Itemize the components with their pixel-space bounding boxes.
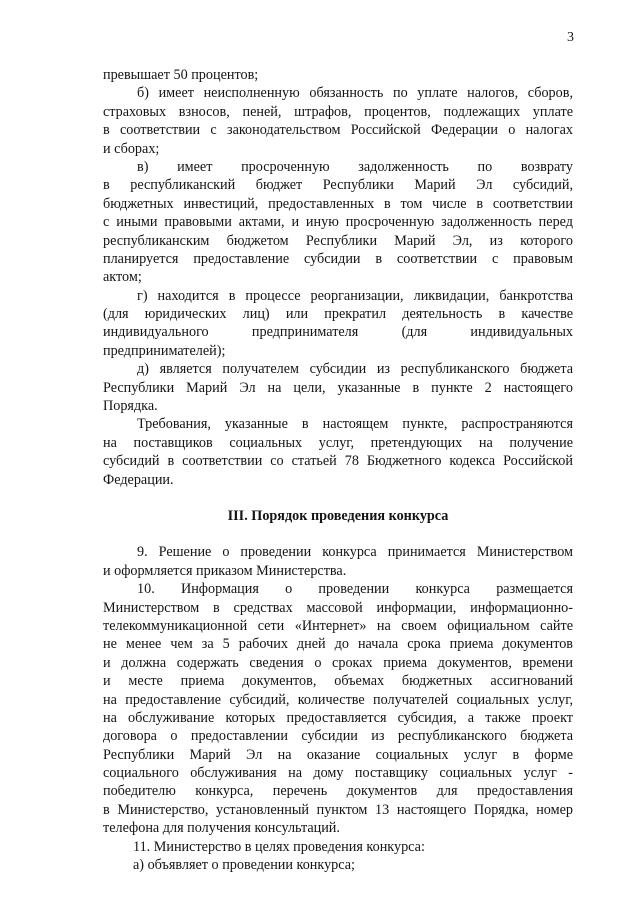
text-line: и должна содержать сведения о сроках приема документов, времени [103, 654, 573, 671]
text-line: Республики Марий Эл на оказание социальных услуг в форме [103, 746, 573, 763]
text-line: Требования, указанные в настоящем пункте, распространяются [137, 416, 573, 433]
paragraph-9 [103, 543, 573, 580]
text-line: г) находится в процессе реорганизации, ликвидации, банкротства [137, 287, 573, 304]
text-line: на поставщиков социальных услуг, претендующих на получение [103, 434, 573, 451]
paragraph-requirements [103, 415, 573, 489]
text-line: телефона для получения консультаций. [103, 820, 340, 837]
text-line: субсидий в соответствии со статьей 78 Бюджетного кодекса Российской [103, 453, 573, 470]
paragraph-item-g [103, 287, 573, 361]
paragraph-11 [103, 838, 573, 856]
text-line: и месте приема документов, объемах бюджетных ассигнований [103, 673, 573, 690]
text-line: б) имеет неисполненную обязанность по уплате налогов, сборов, [137, 85, 573, 102]
text-line: республиканским бюджетом Республики Марий Эл, из которого [103, 232, 573, 249]
text-line: в республиканский бюджет Республики Марий Эл субсидий, [103, 177, 573, 194]
paragraph-item-v [103, 158, 573, 287]
text-line: Порядка. [103, 398, 158, 415]
text-line: актом; [103, 269, 142, 286]
text-line: на обслуживание которых предоставляется субсидия, а также проект [103, 709, 573, 726]
paragraph-item-d [103, 360, 573, 415]
text-line: договора о предоставлении субсидии из республиканского бюджета [103, 728, 573, 745]
paragraph-10 [103, 580, 573, 837]
paragraph-item-b [103, 84, 573, 158]
text-line: 11. Министерство в целях проведения конкурса: [133, 838, 425, 855]
text-line: в Министерство, установленный пунктом 13 настоящего Порядка, номер [103, 801, 573, 818]
text-line: в соответствии с законодательством Российской Федерации о налогах [103, 122, 573, 139]
text-line: в) имеет просроченную задолженность по возврату [137, 158, 573, 175]
text-line: превышает 50 процентов; [103, 67, 259, 83]
text-line: телекоммуникационной сети «Интернет» на своем официальном сайте [103, 617, 573, 634]
text-line: индивидуального предпринимателя (для индивидуальных [103, 324, 573, 341]
text-line: 10. Информация о проведении конкурса размещается [137, 581, 573, 598]
text-line: на предоставление субсидий, количестве получателей социальных услуг, [103, 691, 573, 708]
text-line: Федерации. [103, 471, 174, 488]
paragraph-11-item-a [103, 856, 573, 874]
text-line: и оформляется приказом Министерства. [103, 562, 347, 579]
text-line: (для юридических лиц) или прекратил деятельность в качестве [103, 306, 573, 323]
text-line: страховых взносов, пеней, штрафов, процентов, подлежащих уплате [103, 103, 573, 120]
section-heading: III. Порядок проведения конкурса [227, 507, 449, 524]
text-line: с иными правовыми актами, и иную просроченную задолженность перед [103, 214, 573, 231]
text-line: планируется предоставление субсидии в соответствии с правовым [103, 250, 573, 267]
text-line: Министерством в средствах массовой информации, информационно- [103, 599, 573, 616]
text-line: а) объявляет о проведении конкурса; [133, 857, 355, 874]
text-line: 9. Решение о проведении конкурса принимается Министерством [137, 544, 573, 561]
text-line: Республики Марий Эл на цели, указанные в пункте 2 настоящего [103, 379, 573, 396]
paragraph-continuation [103, 66, 573, 84]
text-line: бюджетных инвестиций, предоставленных в том числе в соответствии [103, 195, 573, 212]
text-line: не менее чем за 5 рабочих дней до начала срока приема документов [103, 636, 573, 653]
text-line: и сборах; [103, 140, 160, 157]
text-line: д) является получателем субсидии из республиканского бюджета [137, 361, 573, 378]
document-body [103, 66, 573, 874]
page-number: 3 [567, 30, 574, 45]
text-line: предпринимателей); [103, 342, 226, 359]
text-line: социального обслуживания на дому поставщику социальных услуг - [103, 765, 573, 782]
text-line: победителю конкурса, перечень документов для предоставления [103, 783, 573, 800]
